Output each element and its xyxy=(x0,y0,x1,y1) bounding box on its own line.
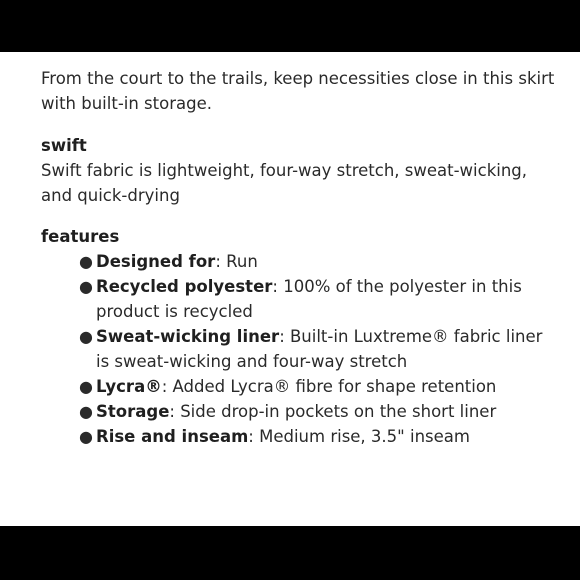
list-item xyxy=(79,424,560,449)
list-item xyxy=(79,324,560,374)
list-item xyxy=(79,274,560,324)
features-list xyxy=(41,249,560,449)
feature-name: Lycra® xyxy=(96,377,162,396)
bullet-icon: ● xyxy=(79,402,93,421)
feature-text: : Side drop-in pockets on the short liner xyxy=(169,402,497,421)
features-heading: features xyxy=(41,227,120,246)
bullet-icon: ● xyxy=(79,277,93,296)
feature-text: : Run xyxy=(215,252,258,271)
feature-name: Sweat-wicking liner xyxy=(96,327,280,346)
feature-name: Recycled polyester xyxy=(96,277,273,296)
feature-text: : 100% of the polyester in this product is recycled xyxy=(96,277,522,321)
feature-text: : Built-in Luxtreme® fabric liner is sweat-wicking and four-way stretch xyxy=(96,327,543,371)
swift-description: Swift fabric is lightweight, four-way stretch, sweat-wicking, and quick-drying xyxy=(41,161,528,205)
bullet-icon: ● xyxy=(79,327,93,346)
feature-name: Storage xyxy=(96,402,170,421)
feature-name: Rise and inseam xyxy=(96,427,249,446)
bullet-icon: ● xyxy=(79,427,93,446)
feature-text: : Medium rise, 3.5" inseam xyxy=(248,427,470,446)
bullet-icon: ● xyxy=(79,377,93,396)
product-description-panel xyxy=(0,52,580,526)
list-item xyxy=(79,374,560,399)
list-item xyxy=(79,399,560,424)
swift-heading: swift xyxy=(41,136,87,155)
bullet-icon: ● xyxy=(79,252,93,271)
feature-text: : Added Lycra® fibre for shape retention xyxy=(161,377,497,396)
intro-paragraph: From the court to the trails, keep necessities close in this skirt with built-in storage. xyxy=(41,69,555,113)
feature-name: Designed for xyxy=(96,252,216,271)
list-item xyxy=(79,249,560,274)
